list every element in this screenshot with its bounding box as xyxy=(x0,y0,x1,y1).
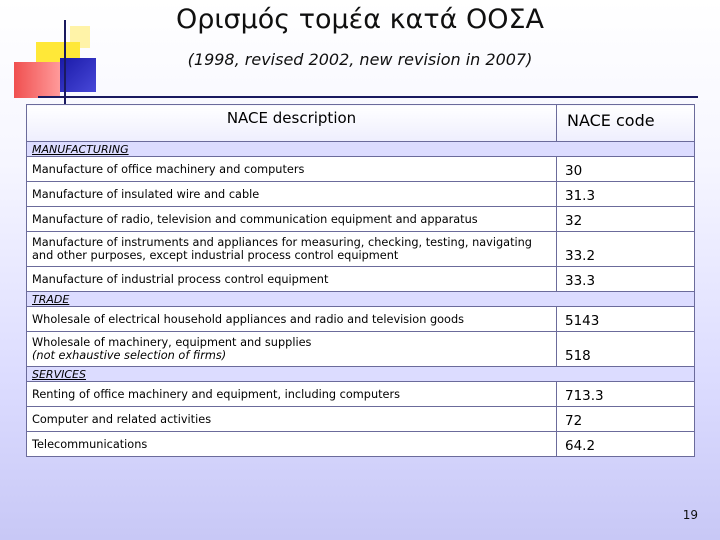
row-code: 64.2 xyxy=(557,432,695,457)
row-code: 33.3 xyxy=(557,267,695,292)
row-description: Wholesale of electrical household appliances and radio and television goods xyxy=(32,312,465,326)
header-description: NACE description xyxy=(27,105,557,142)
table-row xyxy=(27,332,695,367)
row-description: Manufacture of radio, television and communication equipment and apparatus xyxy=(32,212,478,226)
table-header-row xyxy=(27,105,695,142)
row-code: 31.3 xyxy=(557,182,695,207)
row-code: 33.2 xyxy=(557,232,695,267)
row-description: Manufacture of insulated wire and cable xyxy=(32,187,260,201)
row-description-cell xyxy=(27,332,557,367)
table-row xyxy=(27,267,695,292)
row-description: Wholesale of machinery, equipment and supplies xyxy=(32,336,312,349)
row-code: 713.3 xyxy=(557,382,695,407)
section-row xyxy=(27,292,695,307)
slide-subtitle: (1998, revised 2002, new revision in 2007) xyxy=(187,50,533,69)
nace-table xyxy=(26,104,695,457)
row-description-cell xyxy=(27,157,557,182)
row-code: 32 xyxy=(557,207,695,232)
table-row xyxy=(27,182,695,207)
row-description-cell xyxy=(27,182,557,207)
row-description-cell xyxy=(27,407,557,432)
row-description: Manufacture of industrial process control equipment xyxy=(32,272,329,286)
table-row xyxy=(27,232,695,267)
section-row xyxy=(27,142,695,157)
page-number: 19 xyxy=(682,508,698,522)
decor-horizontal-line xyxy=(38,96,698,98)
table-row xyxy=(27,432,695,457)
row-code: 5143 xyxy=(557,307,695,332)
section-row xyxy=(27,367,695,382)
row-description: Renting of office machinery and equipment, including computers xyxy=(32,387,401,401)
row-description-cell xyxy=(27,382,557,407)
row-description-cell xyxy=(27,232,557,267)
row-description: Manufacture of instruments and appliances for measuring, checking, testing, navigating and other purposes, except industrial process control equipment xyxy=(32,236,532,262)
slide-title: Ορισμός τομέα κατά ΟΟΣΑ xyxy=(175,4,545,35)
row-description-cell xyxy=(27,307,557,332)
section-label: SERVICES xyxy=(27,367,695,382)
row-description-cell xyxy=(27,207,557,232)
section-label: TRADE xyxy=(27,292,695,307)
row-description: Computer and related activities xyxy=(32,412,212,426)
row-note: (not exhaustive selection of firms) xyxy=(32,349,227,362)
section-label: MANUFACTURING xyxy=(27,142,695,157)
row-code: 518 xyxy=(557,332,695,367)
row-description: Telecommunications xyxy=(32,437,148,451)
row-description: Manufacture of office machinery and computers xyxy=(32,162,305,176)
header-code: NACE code xyxy=(557,105,695,142)
row-description-cell xyxy=(27,432,557,457)
table-row xyxy=(27,157,695,182)
table-row xyxy=(27,207,695,232)
table-row xyxy=(27,382,695,407)
row-description-cell xyxy=(27,267,557,292)
table-row xyxy=(27,407,695,432)
row-code: 72 xyxy=(557,407,695,432)
row-code: 30 xyxy=(557,157,695,182)
table-row xyxy=(27,307,695,332)
